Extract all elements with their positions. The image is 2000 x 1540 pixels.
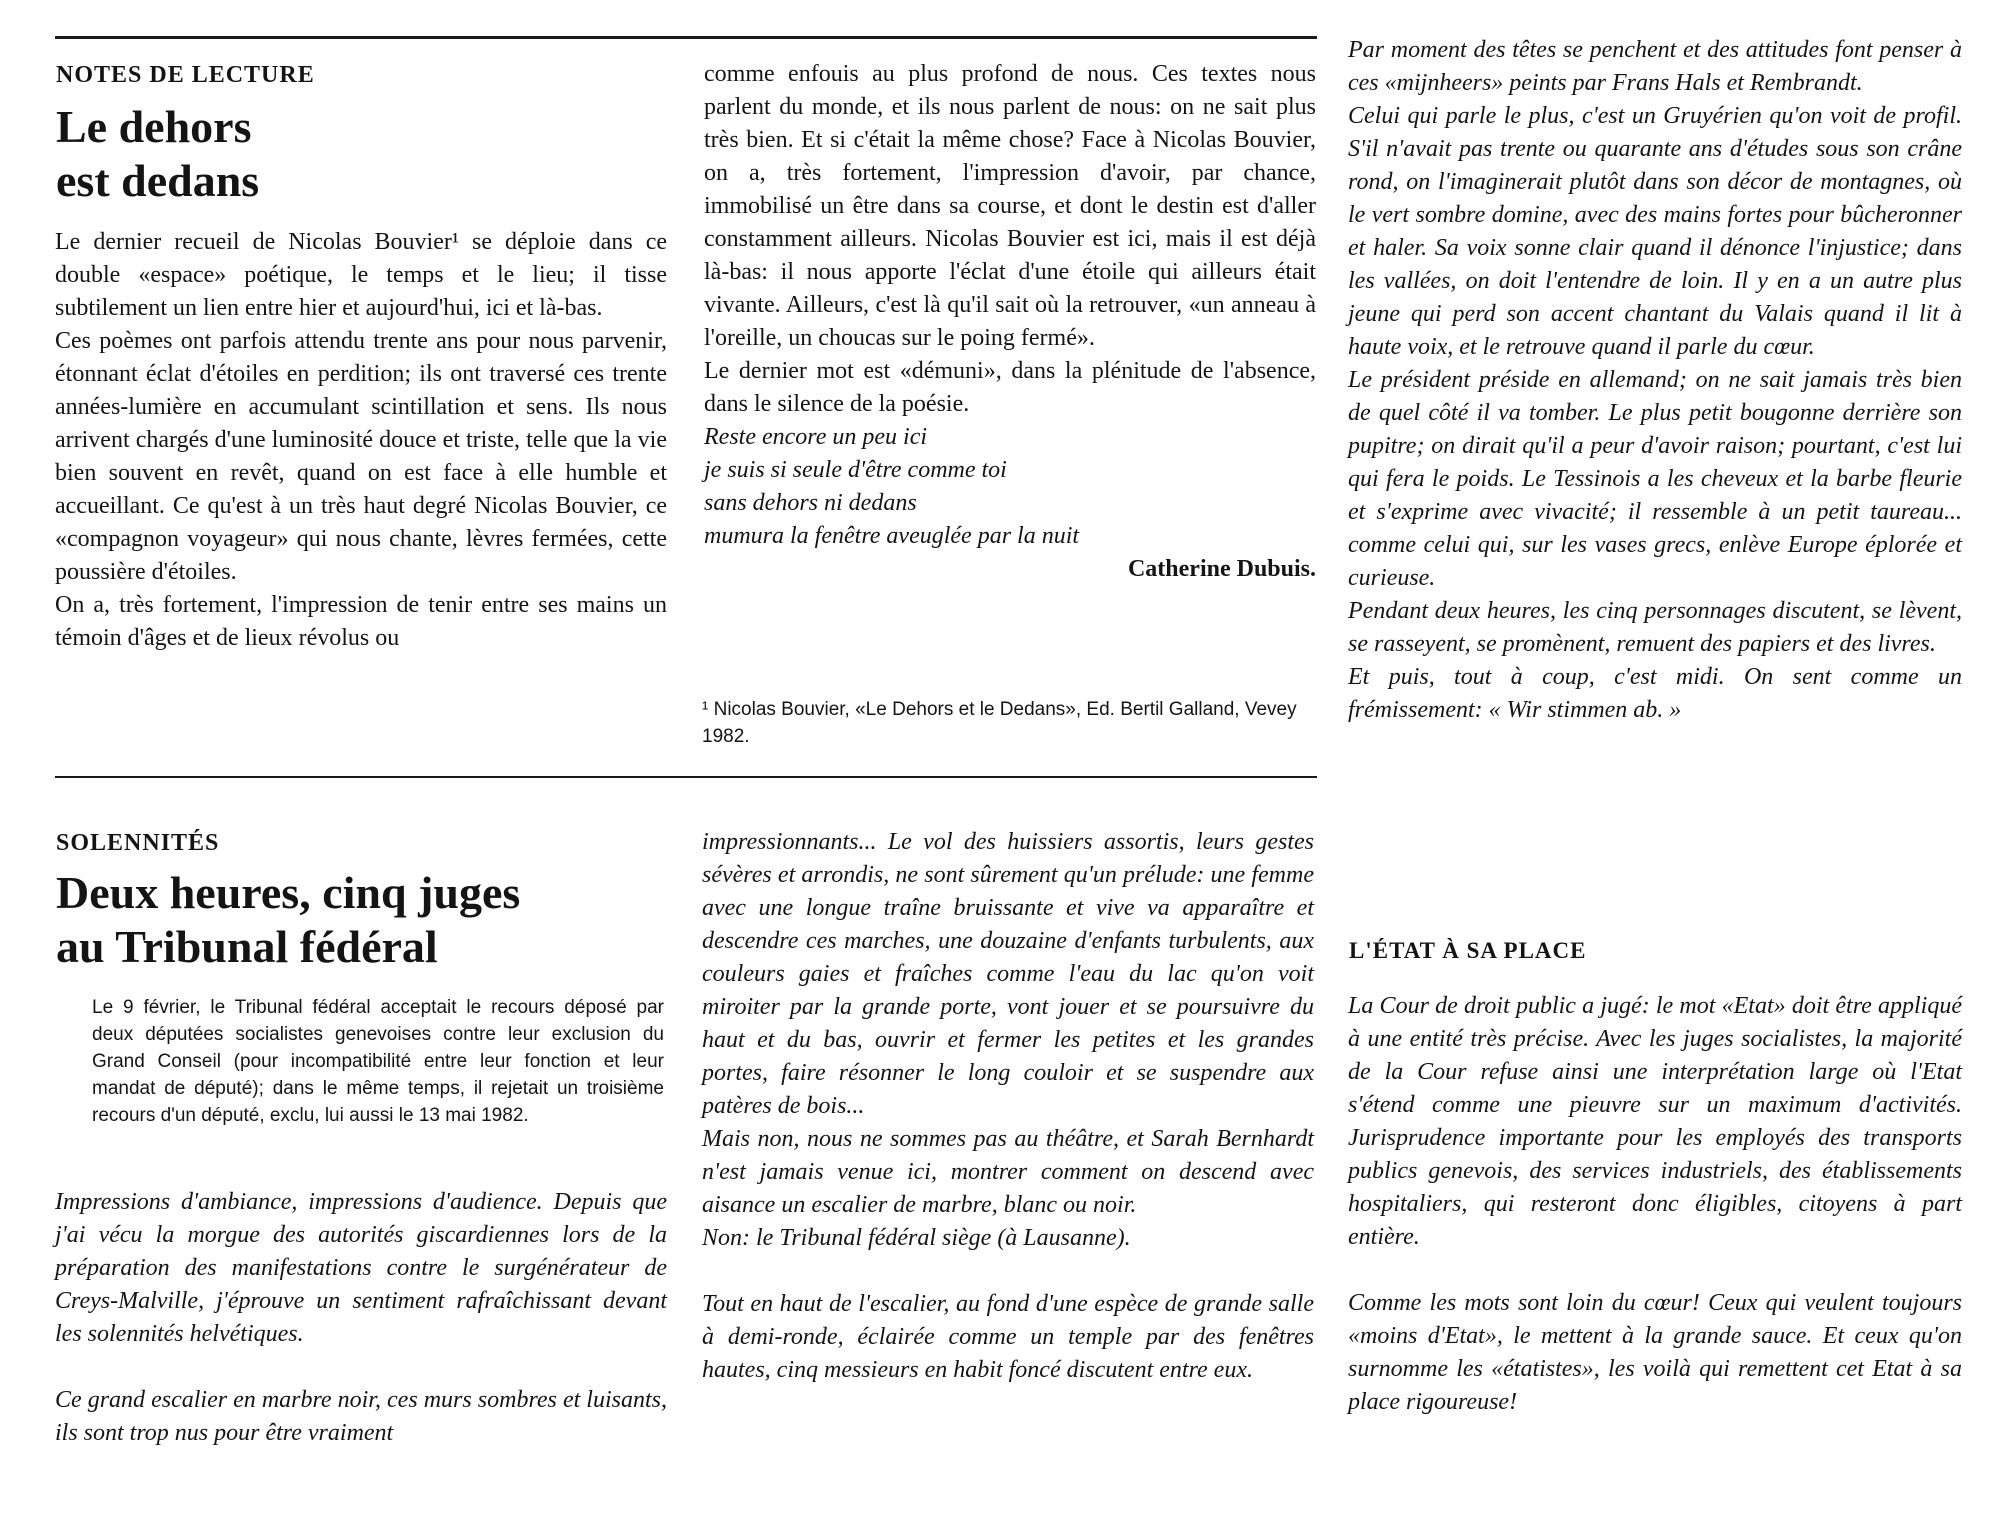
paragraph: Le dernier mot est «démuni», dans la plénitude de l'absence, dans le silence de la poésie. [704,358,1316,417]
poem-line: Reste encore un peu ici [704,424,928,450]
headline-line: Le dehors [56,101,252,152]
poem-line: sans dehors ni dedans [704,490,917,516]
article2-column-3b [1348,990,1962,1419]
article2-headline [56,866,520,974]
poem-line: je suis si seule d'être comme toi [704,457,1007,483]
paragraph: Et puis, tout à coup, c'est midi. On sent comme un frémissement: « Wir stimmen ab. » [1348,664,1962,723]
headline-line: au Tribunal fédéral [56,921,438,972]
paragraph: Comme les mots sont loin du cœur! Ceux qui veulent toujours «moins d'Etat», le mettent à la grande sauce. Et ceux qu'on surnomme les «étatistes», les voilà qui remettent cet Etat à sa place rigoureuse! [1348,1290,1962,1415]
paragraph: On a, très fortement, l'impression de tenir entre ses mains un témoin d'âges et de lieux révolus ou [55,592,667,651]
paragraph: La Cour de droit public a jugé: le mot «Etat» doit être appliqué à une entité très précise. Avec les juges socialistes, la majorité de la Cour refuse ainsi une interprétation large où l'Etat s'étend comme une pieuvre sur un maximum d'activités. Jurisprudence importante pour les employés des transports publics genevois, des services industriels, des établissements hospitaliers, qui resteront donc éligibles, citoyens à part entière. [1348,993,1962,1250]
footnote: ¹ Nicolas Bouvier, «Le Dehors et le Dedans», Ed. Bertil Galland, Vevey 1982. [702,699,1297,747]
poem [704,421,1316,553]
poem-line: mumura la fenêtre aveuglée par la nuit [704,523,1080,549]
article2-subhead: L'ÉTAT À SA PLACE [1349,938,1587,963]
paragraph: Pendant deux heures, les cinq personnages discutent, se lèvent, se rasseyent, se promènent, remuent des papiers et des livres. [1348,598,1962,657]
section-divider-rule [55,776,1317,778]
article1-kicker: NOTES DE LECTURE [56,62,315,88]
article1-column-1 [55,226,667,655]
article2-column-1 [55,1186,667,1450]
paragraph: impressionnants... Le vol des huissiers assortis, leurs gestes sévères et arrondis, ne sont sûrement qu'un prélude: une femme avec une longue traîne bruissante et vive va apparaître et descendre ces marches, une douzaine d'enfants turbulents, aux couleurs gaies et fraîches comme l'eau du lac qu'on voit miroiter par la grande porte, vont jouer et se poursuivre du haut et du bas, ouvrir et fermer les petites et les grandes portes, faire résonner le long couloir et se suspendre aux patères de bois... [702,829,1314,1119]
article2-column-2 [702,826,1314,1387]
paragraph: Ce grand escalier en marbre noir, ces murs sombres et luisants, ils sont trop nus pour être vraiment [55,1387,667,1446]
article2-kicker: SOLENNITÉS [56,830,220,856]
paragraph: Mais non, nous ne sommes pas au théâtre, et Sarah Bernhardt n'est jamais venue ici, montrer comment on descend avec aisance un escalier de marbre, blanc ou noir. [702,1126,1314,1218]
article1-headline [56,100,259,208]
paragraph: Non: le Tribunal fédéral siège (à Lausanne). [702,1225,1131,1251]
paragraph: Celui qui parle le plus, c'est un Gruyérien qu'on voit de profil. S'il n'avait pas trente ou quarante ans d'études sous son crâne rond, on l'imaginerait plutôt dans son décor de montagnes, où le vert sombre domine, avec des mains fortes pour bûcheronner et haler. Sa voix sonne clair quand il dénonce l'injustice; dans les vallées, on doit l'entendre de loin. Il y en a un autre plus jeune qui perd son accent chantant du Valais quand il lit à haute voix, et le retrouve quand il parle du cœur. [1348,103,1962,360]
paragraph: Impressions d'ambiance, impressions d'audience. Depuis que j'ai vécu la morgue des autorités giscardiennes lors de la préparation des manifestations contre le surgénérateur de Creys-Malville, j'éprouve un sentiment rafraîchissant devant les solennités helvétiques. [55,1189,667,1347]
article2-column-3 [1348,34,1962,727]
author-signature: Catherine Dubuis. [1127,556,1316,582]
paragraph: Tout en haut de l'escalier, au fond d'une espèce de grande salle à demi-ronde, éclairée comme un temple par des fenêtres hautes, cinq messieurs en habit foncé discutent entre eux. [702,1291,1314,1383]
headline-line: Deux heures, cinq juges [56,867,521,918]
article1-column-2 [704,58,1316,586]
paragraph: Le président préside en allemand; on ne sait jamais très bien de quel côté il va tomber. Le plus petit bougonne derrière son pupitre; on dirait qu'il a peur d'avoir raison; pourtant, c'est lui qui fera le poids. Le Tessinois a les cheveux et la barbe fleurie et s'exprime avec vivacité; il ressemble à un petit taureau... comme celui qui, sur les vases grecs, enlève Europe éplorée et curieuse. [1348,367,1962,591]
standfirst: Le 9 février, le Tribunal fédéral acceptait le recours déposé par deux députées socialistes genevoises contre leur exclusion du Grand Conseil (pour incompatibilité entre leur fonction et leur mandat de député); dans le même temps, il rejetait un troisième recours d'un député, exclu, lui aussi le 13 mai 1982. [92,997,664,1126]
paragraph: Le dernier recueil de Nicolas Bouvier¹ se déploie dans ce double «espace» poétique, le temps et le lieu; il tisse subtilement un lien entre hier et aujourd'hui, ici et là-bas. [55,229,667,321]
paragraph: comme enfouis au plus profond de nous. Ces textes nous parlent du monde, et ils nous parlent de nous: on ne sait plus très bien. Et si c'était la même chose? Face à Nicolas Bouvier, on a, très fortement, l'impression d'avoir, par chance, immobilisé un être dans sa course, et dont le destin est d'aller constamment ailleurs. Nicolas Bouvier est ici, mais il est déjà là-bas: il nous apporte l'éclat d'une étoile qui ailleurs était vivante. Ailleurs, c'est là qu'il sait où la retrouver, «un anneau à l'oreille, un choucas sur le poing fermé». [704,61,1316,351]
paragraph: Par moment des têtes se penchent et des attitudes font penser à ces «mijnheers» peints par Frans Hals et Rembrandt. [1348,37,1962,96]
paragraph: Ces poèmes ont parfois attendu trente ans pour nous parvenir, étonnant éclat d'étoiles en perdition; ils ont traversé ces trente années-lumière en accumulant scintillation et sens. Ils nous arrivent chargés d'une luminosité douce et triste, telle que la vie bien souvent en revêt, quand on est face à elle humble et accueillant. Ce qu'est à un très haut degré Nicolas Bouvier, ce «compagnon voyageur» qui nous chante, lèvres fermées, cette poussière d'étoiles. [55,328,667,585]
headline-line: est dedans [56,155,260,206]
top-rule [55,36,1317,39]
